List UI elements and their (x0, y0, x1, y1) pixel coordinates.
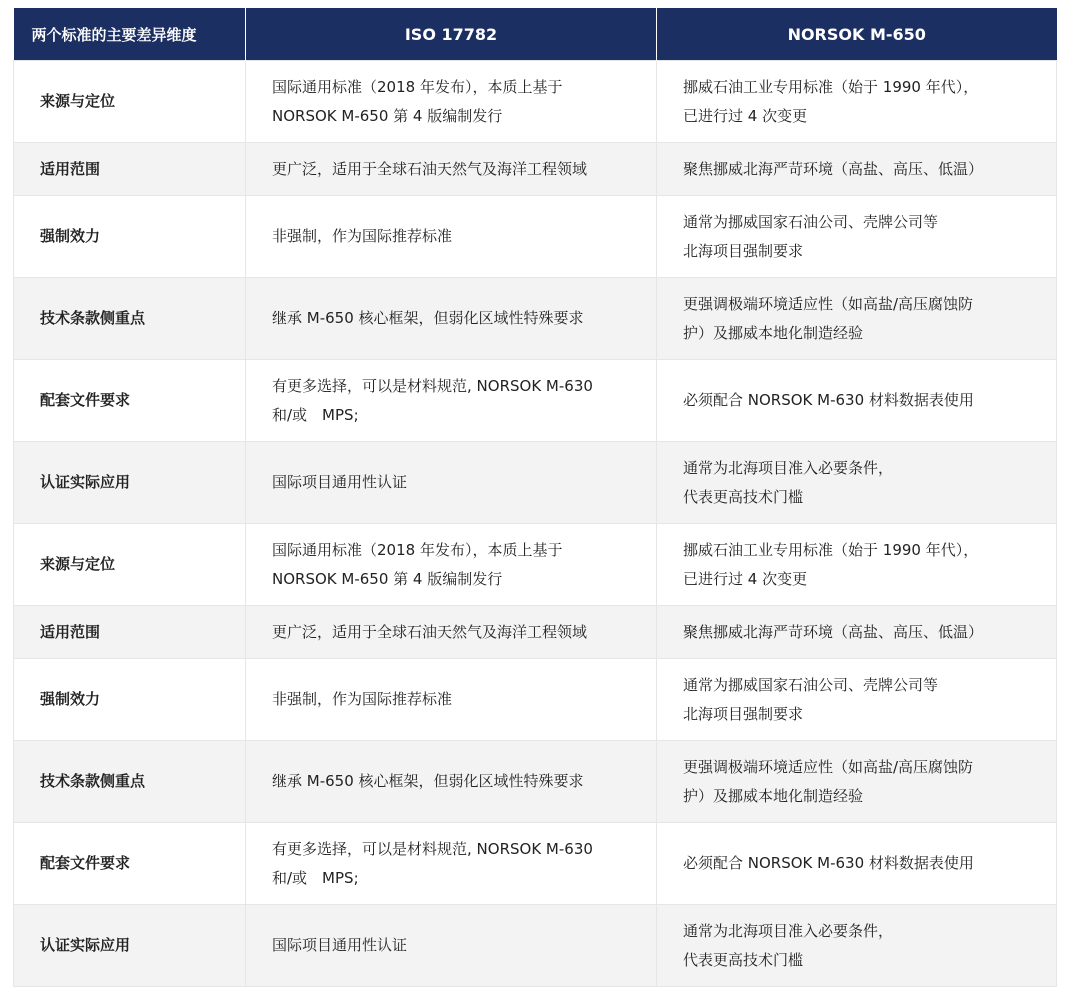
table-row (14, 143, 1057, 196)
table-row (14, 196, 1057, 278)
norsok-cell: 挪威石油工业专用标准（始于 1990 年代）， 已进行过 4 次变更 (657, 524, 1057, 606)
norsok-cell: 通常为北海项目准入必要条件， 代表更高技术门槛 (657, 442, 1057, 524)
dimension-cell: 强制效力 (14, 659, 246, 741)
iso-cell: 有更多选择，可以是材料规范, NORSOK M-630 和/或 MPS; (246, 823, 657, 905)
table-body (14, 61, 1057, 987)
table-header (14, 8, 1057, 61)
norsok-cell: 聚焦挪威北海严苛环境（高盐、高压、低温） (657, 606, 1057, 659)
dimension-cell: 来源与定位 (14, 524, 246, 606)
dimension-cell: 技术条款侧重点 (14, 741, 246, 823)
header-row (14, 8, 1057, 61)
iso-cell: 国际项目通用性认证 (246, 442, 657, 524)
table-row (14, 905, 1057, 987)
dimension-cell: 配套文件要求 (14, 823, 246, 905)
iso-cell: 继承 M-650 核心框架，但弱化区域性特殊要求 (246, 741, 657, 823)
norsok-cell: 通常为北海项目准入必要条件， 代表更高技术门槛 (657, 905, 1057, 987)
iso-cell: 国际项目通用性认证 (246, 905, 657, 987)
table-row (14, 278, 1057, 360)
iso-cell: 非强制，作为国际推荐标准 (246, 196, 657, 278)
header-norsok: NORSOK M-650 (657, 8, 1057, 61)
dimension-cell: 适用范围 (14, 606, 246, 659)
norsok-cell: 必须配合 NORSOK M-630 材料数据表使用 (657, 823, 1057, 905)
norsok-cell: 挪威石油工业专用标准（始于 1990 年代）， 已进行过 4 次变更 (657, 61, 1057, 143)
norsok-cell: 通常为挪威国家石油公司、壳牌公司等 北海项目强制要求 (657, 196, 1057, 278)
comparison-table (13, 8, 1057, 987)
iso-cell: 非强制，作为国际推荐标准 (246, 659, 657, 741)
norsok-cell: 更强调极端环境适应性（如高盐/高压腐蚀防 护）及挪威本地化制造经验 (657, 741, 1057, 823)
table-row (14, 360, 1057, 442)
table-row (14, 61, 1057, 143)
header-iso: ISO 17782 (246, 8, 657, 61)
dimension-cell: 配套文件要求 (14, 360, 246, 442)
norsok-cell: 聚焦挪威北海严苛环境（高盐、高压、低温） (657, 143, 1057, 196)
iso-cell: 更广泛，适用于全球石油天然气及海洋工程领域 (246, 606, 657, 659)
header-dimension: 两个标准的主要差异维度 (14, 8, 246, 61)
norsok-cell: 通常为挪威国家石油公司、壳牌公司等 北海项目强制要求 (657, 659, 1057, 741)
table-row (14, 442, 1057, 524)
iso-cell: 继承 M-650 核心框架，但弱化区域性特殊要求 (246, 278, 657, 360)
table-row (14, 524, 1057, 606)
dimension-cell: 适用范围 (14, 143, 246, 196)
table-row (14, 659, 1057, 741)
norsok-cell: 更强调极端环境适应性（如高盐/高压腐蚀防 护）及挪威本地化制造经验 (657, 278, 1057, 360)
table-row (14, 823, 1057, 905)
iso-cell: 国际通用标准（2018 年发布），本质上基于 NORSOK M-650 第 4 版编制发行 (246, 524, 657, 606)
dimension-cell: 技术条款侧重点 (14, 278, 246, 360)
dimension-cell: 认证实际应用 (14, 905, 246, 987)
iso-cell: 国际通用标准（2018 年发布），本质上基于 NORSOK M-650 第 4 版编制发行 (246, 61, 657, 143)
comparison-table-container (13, 8, 1056, 987)
norsok-cell: 必须配合 NORSOK M-630 材料数据表使用 (657, 360, 1057, 442)
table-row (14, 741, 1057, 823)
iso-cell: 有更多选择，可以是材料规范, NORSOK M-630 和/或 MPS; (246, 360, 657, 442)
iso-cell: 更广泛，适用于全球石油天然气及海洋工程领域 (246, 143, 657, 196)
dimension-cell: 来源与定位 (14, 61, 246, 143)
table-row (14, 606, 1057, 659)
dimension-cell: 认证实际应用 (14, 442, 246, 524)
dimension-cell: 强制效力 (14, 196, 246, 278)
